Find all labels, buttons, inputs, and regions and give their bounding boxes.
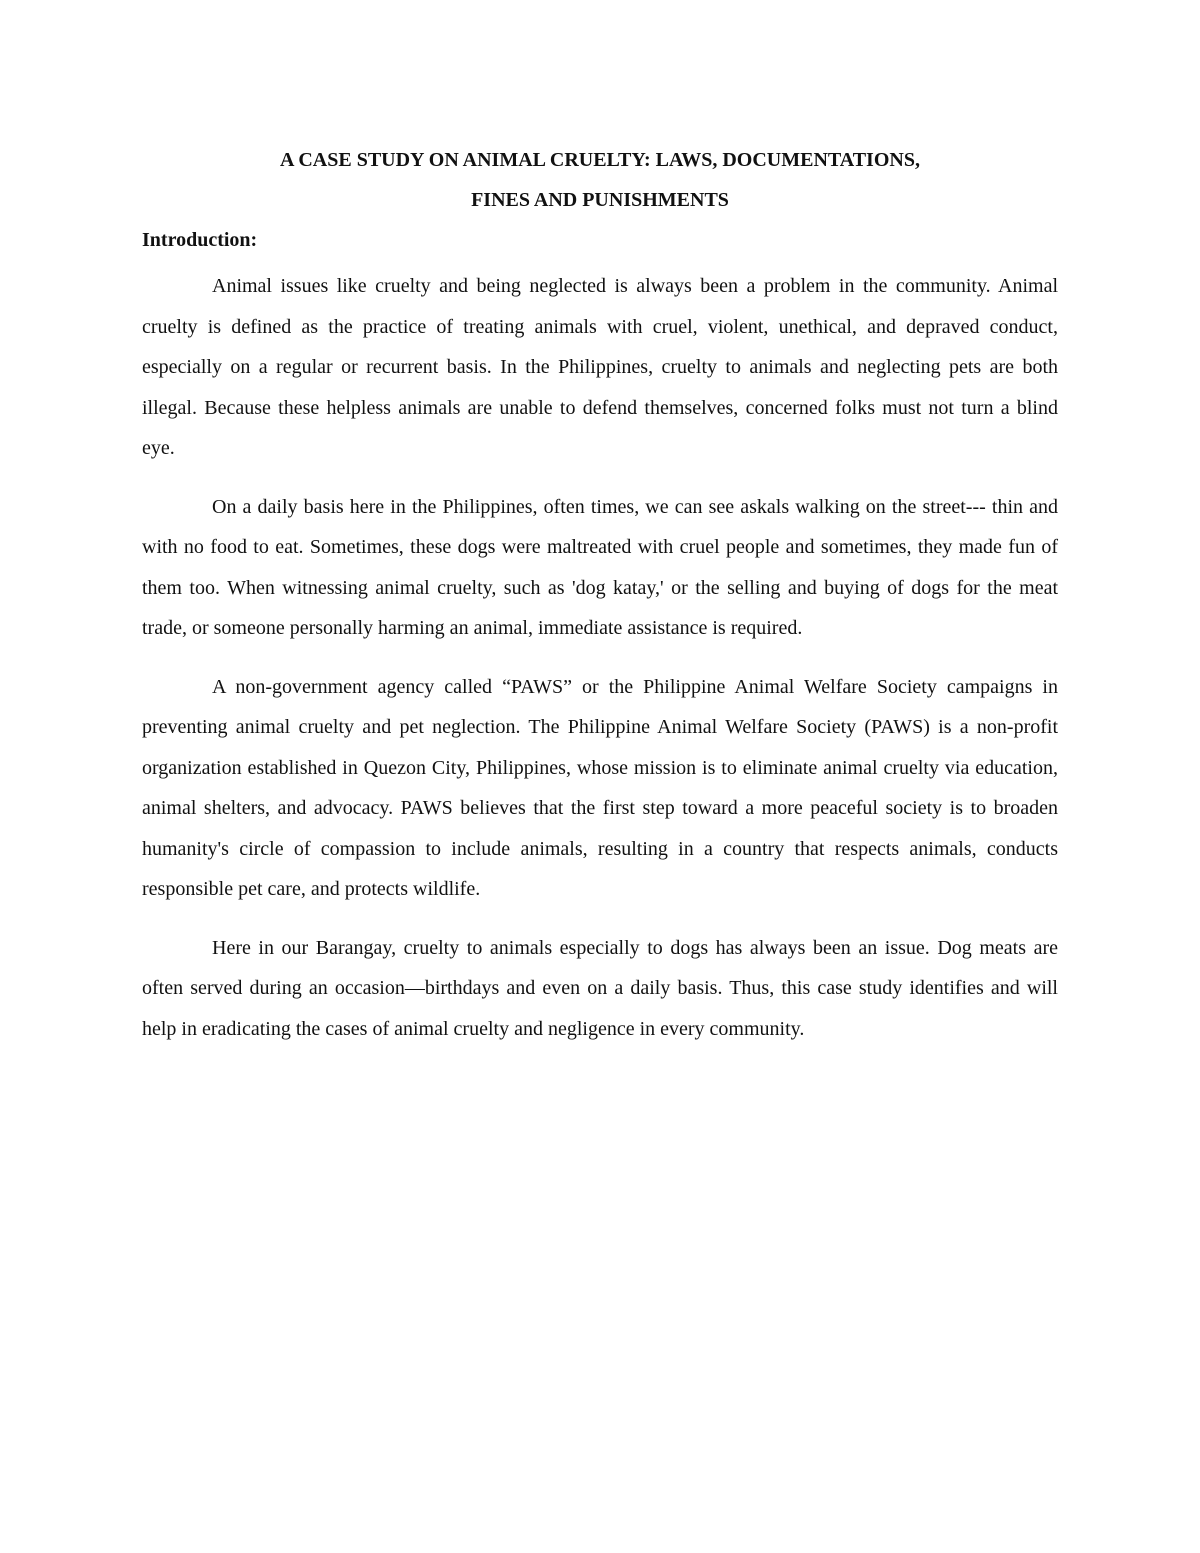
paragraph-4: Here in our Barangay, cruelty to animals especially to dogs has always been an issue. Dog meats are often served during an occasion—birthdays and even on a daily basis. Thus, this case study identifies and will help in eradicating the cases of animal cruelty and negligence in every community. [142, 936, 1058, 1040]
document-title-line-2: FINES AND PUNISHMENTS [471, 189, 729, 211]
document-title-line-1: A CASE STUDY ON ANIMAL CRUELTY: LAWS, DOCUMENTATIONS, [280, 149, 920, 171]
document-content [142, 140, 1058, 1067]
section-heading-introduction: Introduction: [142, 229, 258, 251]
paragraph-3: A non-government agency called “PAWS” or the Philippine Animal Welfare Society campaigns in preventing animal cruelty and pet neglection. The Philippine Animal Welfare Society (PAWS) is a non-profit organization established in Quezon City, Philippines, whose mission is to eliminate animal cruelty via education, animal shelters, and advocacy. PAWS believes that the first step toward a more peaceful society is to broaden humanity's circle of compassion to include animals, resulting in a country that respects animals, conducts responsible pet care, and protects wildlife. [142, 675, 1058, 900]
paragraph-2: On a daily basis here in the Philippines, often times, we can see askals walking on the street--- thin and with no food to eat. Sometimes, these dogs were maltreated with cruel people and sometimes, they made fun of them too. When witnessing animal cruelty, such as 'dog katay,' or the selling and buying of dogs for the meat trade, or someone personally harming an animal, immediate assistance is required. [142, 495, 1058, 639]
paragraph-1: Animal issues like cruelty and being neglected is always been a problem in the community. Animal cruelty is defined as the practice of treating animals with cruel, violent, unethical, and depraved conduct, especially on a regular or recurrent basis. In the Philippines, cruelty to animals and neglecting pets are both illegal. Because these helpless animals are unable to defend themselves, concerned folks must not turn a blind eye. [142, 275, 1058, 459]
